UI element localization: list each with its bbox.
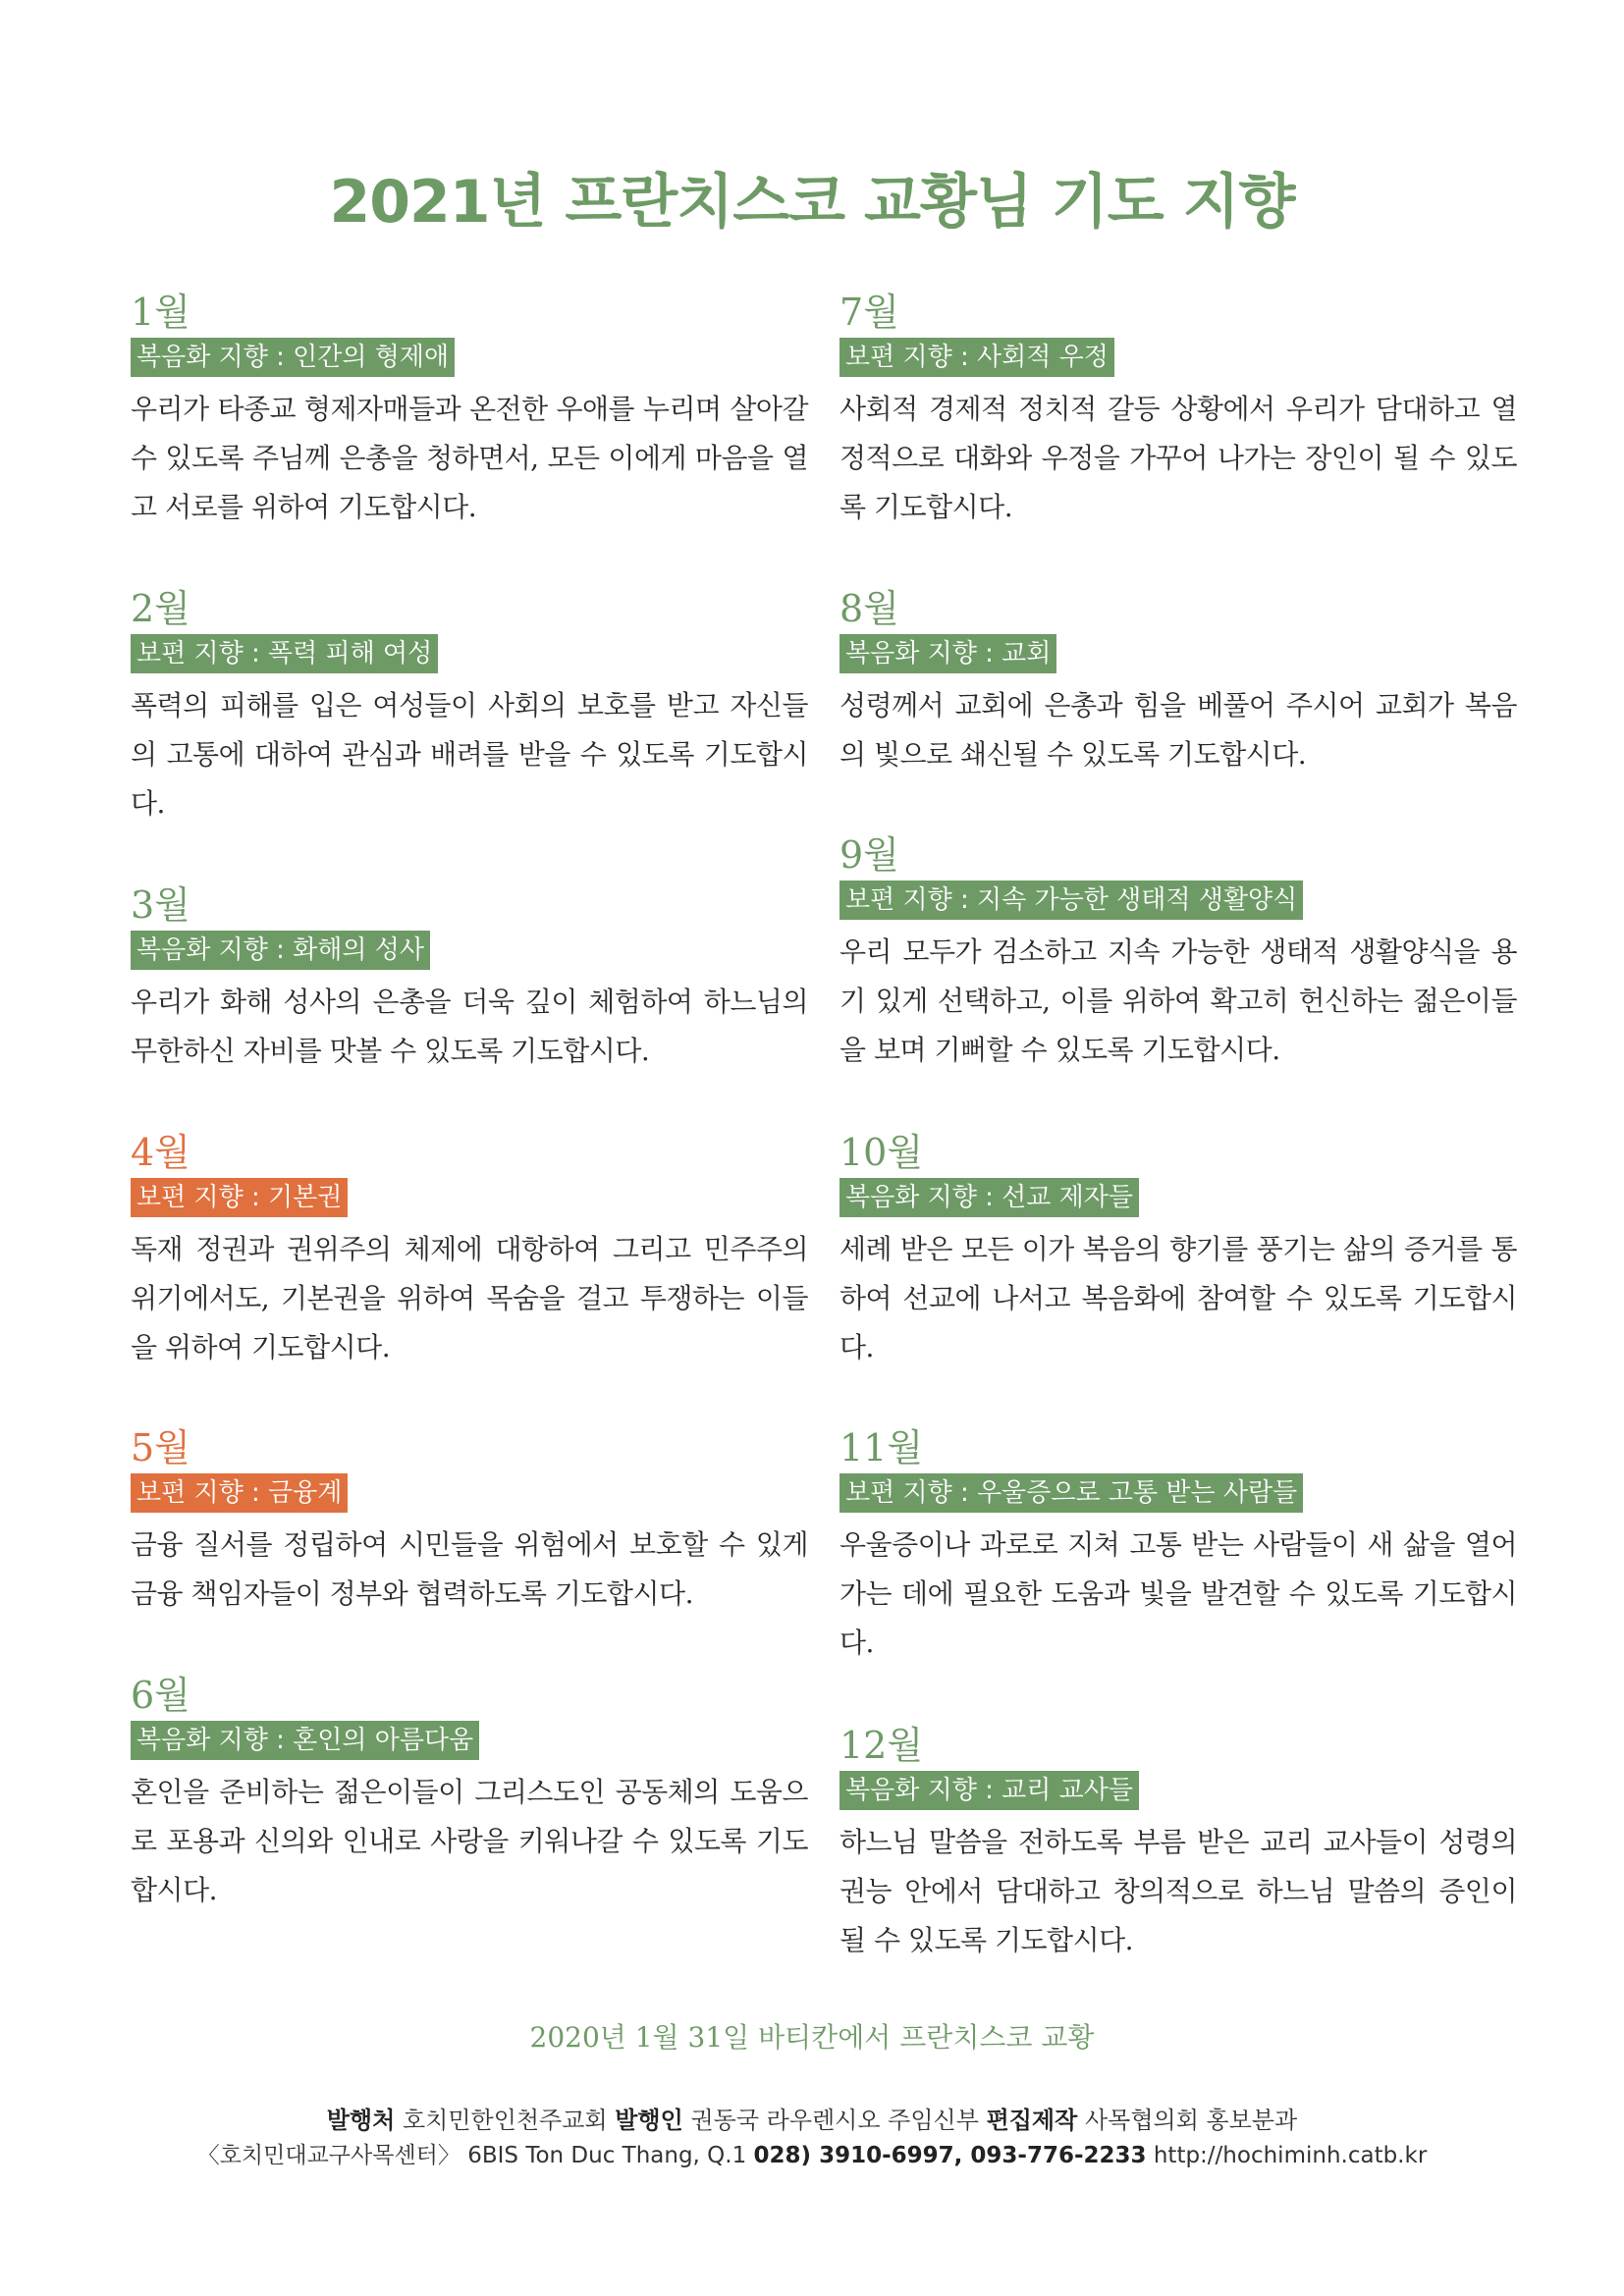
intention-text: 세례 받은 모든 이가 복음의 향기를 풍기는 삶의 증거를 통하여 선교에 나서고 복음화에 참여할 수 있도록 기도합시다. [839,1233,1517,1363]
month-label: 11월 [839,1426,924,1469]
month-block-5 [131,1426,808,1619]
intention-text: 하느님 말씀을 전하도록 부름 받은 교리 교사들이 성령의 권능 안에서 담대하고 창의적으로 하느님 말씀의 증인이 될 수 있도록 기도합시다. [839,1826,1517,1956]
intention-text: 독재 정권과 권위주의 체제에 대항하여 그리고 민주주의 위기에서도, 기본권을 위하여 목숨을 걸고 투쟁하는 이들을 위하여 기도합시다. [131,1233,808,1363]
month-block-8 [839,587,1517,779]
month-label: 3월 [131,883,190,927]
intention-badge: 보편 지향 : 지속 가능한 생태적 생활양식 [839,881,1303,920]
address-text: 〈호치민대교구사목센터〉 6BIS Ton Duc Thang, Q.1 [196,2143,747,2168]
month-label: 8월 [839,587,899,630]
intention-badge: 복음화 지향 : 인간의 형제애 [131,338,455,377]
month-block-9 [839,833,1517,1075]
month-label: 9월 [839,833,899,877]
month-label: 6월 [131,1674,190,1717]
intention-text: 우리가 화해 성사의 은총을 더욱 깊이 체험하여 하느님의 무한하신 자비를 맛볼 수 있도록 기도합시다. [131,986,808,1067]
month-block-2 [131,587,808,828]
intention-badge: 복음화 지향 : 교회 [839,634,1056,673]
editor-value: 사목협의회 홍보분과 [1084,2107,1298,2134]
publisher-line-1 [0,2103,1624,2138]
month-block-3 [131,883,808,1076]
intention-text: 금융 질서를 정립하여 시민들을 위험에서 보호할 수 있게 금융 책임자들이 정부와 협력하도록 기도합시다. [131,1528,808,1610]
website-link[interactable]: http://hochiminh.catb.kr [1153,2143,1428,2168]
intention-badge: 보편 지향 : 사회적 우정 [839,338,1114,377]
month-block-12 [839,1724,1517,1965]
footer-date-line: 2020년 1월 31일 바티칸에서 프란치스코 교황 [529,2021,1095,2054]
month-block-11 [839,1426,1517,1668]
month-block-7 [839,291,1517,532]
intention-text: 우리 모두가 검소하고 지속 가능한 생태적 생활양식을 용기 있게 선택하고, 이를 위하여 확고히 헌신하는 젊은이들을 보며 기뻐할 수 있도록 기도합시다. [839,935,1517,1066]
intention-text: 사회적 경제적 정치적 갈등 상황에서 우리가 담대하고 열정적으로 대화와 우정을 가꾸어 나가는 장인이 될 수 있도록 기도합시다. [839,393,1517,523]
intention-badge: 복음화 지향 : 교리 교사들 [839,1771,1139,1810]
month-block-1 [131,291,808,532]
month-block-10 [839,1131,1517,1372]
intention-badge: 복음화 지향 : 선교 제자들 [839,1178,1139,1217]
publisher-line-2 [0,2138,1624,2173]
month-label: 2월 [131,587,190,630]
page-title: 2021년 프란치스코 교황님 기도 지향 [329,168,1295,237]
intention-text: 성령께서 교회에 은총과 힘을 베풀어 주시어 교회가 복음의 빛으로 쇄신될 수 있도록 기도합시다. [839,689,1517,771]
intention-badge: 보편 지향 : 폭력 피해 여성 [131,634,438,673]
month-label: 1월 [131,291,190,334]
intention-badge: 보편 지향 : 기본권 [131,1178,348,1217]
month-label: 5월 [131,1426,190,1469]
month-label: 10월 [839,1131,924,1174]
intention-badge: 복음화 지향 : 화해의 성사 [131,931,430,970]
intention-text: 우리가 타종교 형제자매들과 온전한 우애를 누리며 살아갈 수 있도록 주님께 은총을 청하면서, 모든 이에게 마음을 열고 서로를 위하여 기도합시다. [131,393,808,523]
intention-badge: 보편 지향 : 금융계 [131,1473,348,1513]
month-block-4 [131,1131,808,1372]
month-label: 12월 [839,1724,924,1767]
month-label: 4월 [131,1131,190,1174]
month-block-6 [131,1674,808,1915]
intention-text: 폭력의 피해를 입은 여성들이 사회의 보호를 받고 자신들의 고통에 대하여 관심과 배려를 받을 수 있도록 기도합시다. [131,689,808,820]
publisher-value: 호치민한인천주교회 [402,2107,608,2134]
editor-key: 편집제작 [986,2107,1078,2134]
issuer-value: 권동국 라우렌시오 주임신부 [690,2107,979,2134]
publisher-info [0,2103,1624,2173]
intention-badge: 복음화 지향 : 혼인의 아름다움 [131,1721,479,1760]
phone-text: 028) 3910-6997, 093-776-2233 [753,2143,1147,2168]
intention-text: 우울증이나 과로로 지쳐 고통 받는 사람들이 새 삶을 열어 가는 데에 필요한 도움과 빛을 발견할 수 있도록 기도합시다. [839,1528,1517,1659]
month-label: 7월 [839,291,899,334]
publisher-key: 발행처 [326,2107,396,2134]
intention-badge: 보편 지향 : 우울증으로 고통 받는 사람들 [839,1473,1303,1513]
intention-text: 혼인을 준비하는 젊은이들이 그리스도인 공동체의 도움으로 포용과 신의와 인내로 사랑을 키워나갈 수 있도록 기도합시다. [131,1776,808,1906]
issuer-key: 발행인 [615,2107,683,2134]
